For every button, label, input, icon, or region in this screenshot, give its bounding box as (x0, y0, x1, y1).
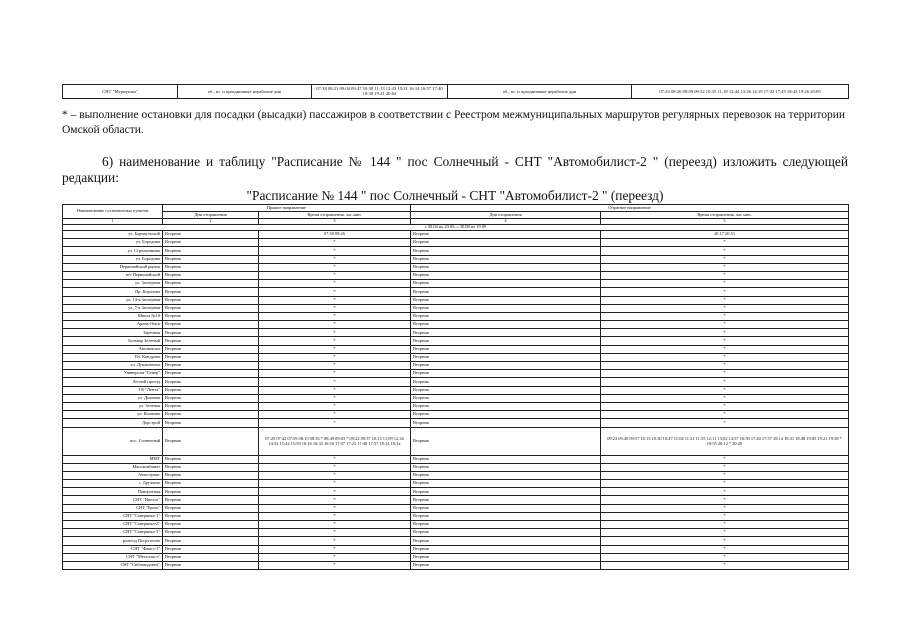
times-cell: 07:38 08:21 09:04 09:47 10:30 11:13 12:43 15:31 16:14 16:57 17:40 18:38 19:21 20:04 (312, 85, 448, 99)
backward-time-cell: * (601, 561, 849, 569)
forward-time-cell: * (259, 378, 411, 386)
stop-name-cell: СНТ "Северянка-1" (63, 512, 163, 520)
forward-time-cell: * (259, 463, 411, 471)
backward-day-cell: Вторник (411, 427, 601, 455)
forward-day-cell: Вторник (163, 553, 259, 561)
days-cell: об., вс. и праздничные нерабочие дни (448, 85, 632, 99)
backward-time-cell: 20:17 20:51 (601, 231, 849, 239)
forward-day-cell: Вторник (163, 312, 259, 320)
forward-time-cell: * (259, 239, 411, 247)
backward-time-cell: * (601, 455, 849, 463)
forward-day-cell: Вторник (163, 488, 259, 496)
backward-time-cell: * (601, 463, 849, 471)
backward-day-cell: Вторник (411, 247, 601, 255)
backward-time-cell: * (601, 512, 849, 520)
forward-time-cell: * (259, 312, 411, 320)
footnote: * – выполнение остановки для посадки (высадки) пассажиров в соответствии с Реестром межмуниципальных маршрутов регулярных перевозок на территории Омской области. (62, 109, 846, 136)
forward-day-cell: Вторник (163, 271, 259, 279)
forward-time-cell: * (259, 553, 411, 561)
table-row (63, 85, 849, 99)
forward-day-cell: Вторник (163, 239, 259, 247)
schedule-rows (63, 231, 849, 570)
forward-time-cell: * (259, 488, 411, 496)
stop-name-cell: ул. Лукашевича (63, 362, 163, 370)
backward-day-cell: Вторник (411, 512, 601, 520)
forward-day-cell: Вторник (163, 455, 259, 463)
backward-day-cell: Вторник (411, 288, 601, 296)
paragraph-text: 6) наименование и таблицу "Расписание № 144 " пос Солнечный - СНТ "Автомобилист-2 " (переезд) изложить следующей редакции: (62, 154, 848, 185)
stop-name-cell: ММТ (63, 455, 163, 463)
header-stop-name: Наименование остановочных пунктов (63, 205, 163, 219)
backward-time-cell: * (601, 312, 849, 320)
backward-day-cell: Вторник (411, 312, 601, 320)
backward-time-cell: * (601, 480, 849, 488)
backward-day-cell: Вторник (411, 411, 601, 419)
backward-time-cell: * (601, 370, 849, 378)
backward-day-cell: Вторник (411, 504, 601, 512)
forward-time-cell: * (259, 394, 411, 402)
forward-day-cell: Вторник (163, 402, 259, 410)
backward-day-cell: Вторник (411, 321, 601, 329)
forward-day-cell: Вторник (163, 378, 259, 386)
stop-name-cell: ул. Дианова (63, 394, 163, 402)
backward-day-cell: Вторник (411, 455, 601, 463)
backward-day-cell: Вторник (411, 362, 601, 370)
backward-day-cell: Вторник (411, 353, 601, 361)
table-row (63, 553, 849, 561)
backward-day-cell: Вторник (411, 529, 601, 537)
forward-time-cell: * (259, 504, 411, 512)
forward-day-cell: Вторник (163, 471, 259, 479)
backward-day-cell: Вторник (411, 553, 601, 561)
stop-name-cell: ул. 14-я Заозерная (63, 296, 163, 304)
stop-name-cell: ТК "Лента" (63, 386, 163, 394)
table-row (63, 271, 849, 279)
forward-time-cell: * (259, 419, 411, 427)
forward-day-cell: Вторник (163, 521, 259, 529)
stop-name-cell: Пр. Королева (63, 288, 163, 296)
stop-name-cell: Лесной проезд (63, 378, 163, 386)
backward-day-cell: Вторник (411, 537, 601, 545)
period-label: с 30.04 по 23.05; с 30.08 по 19.09 (63, 225, 849, 231)
forward-day-cell: Вторник (163, 480, 259, 488)
table-row (63, 529, 849, 537)
stop-name-cell: ул. Стрельникова (63, 247, 163, 255)
forward-day-cell: Вторник (163, 529, 259, 537)
backward-day-cell: Вторник (411, 386, 601, 394)
stop-name-cell: Автосервис (63, 471, 163, 479)
backward-day-cell: Вторник (411, 480, 601, 488)
schedule-title: "Расписание № 144 " пос Солнечный - СНТ "Автомобилист-2 " (переезд) (246, 188, 664, 203)
backward-time-cell: * (601, 239, 849, 247)
forward-time-cell: * (259, 561, 411, 569)
stop-name-cell: СНТ "Ерош" (63, 504, 163, 512)
forward-day-cell: Вторник (163, 394, 259, 402)
forward-day-cell: Вторник (163, 504, 259, 512)
table-row (63, 561, 849, 569)
forward-time-cell: * (259, 496, 411, 504)
forward-time-cell: * (259, 353, 411, 361)
backward-day-cell: Вторник (411, 329, 601, 337)
header-times: Время отправления, час.мин. (601, 212, 849, 219)
table-row (63, 402, 849, 410)
table-row (63, 471, 849, 479)
backward-day-cell: Вторник (411, 345, 601, 353)
table-row (63, 394, 849, 402)
backward-time-cell: * (601, 411, 849, 419)
forward-time-cell: * (259, 280, 411, 288)
stop-name-cell: Школа №18 (63, 312, 163, 320)
backward-day-cell: Вторник (411, 271, 601, 279)
backward-time-cell: * (601, 504, 849, 512)
forward-day-cell: Вторник (163, 280, 259, 288)
forward-day-cell: Вторник (163, 463, 259, 471)
table-row (63, 263, 849, 271)
stop-name-cell: Мясокомбинат (63, 463, 163, 471)
stop-name-cell: Пл. Кондрова (63, 353, 163, 361)
backward-day-cell: Вторник (411, 545, 601, 553)
forward-day-cell: Вторник (163, 512, 259, 520)
table-row (63, 512, 849, 520)
header-times: Время отправления, час.мин. (259, 212, 411, 219)
stop-name-cell: разъезд Погрузочно (63, 537, 163, 545)
stop-name-cell: с. Дружино (63, 480, 163, 488)
table-row (63, 296, 849, 304)
table-row (63, 370, 849, 378)
forward-day-cell: Вторник (163, 337, 259, 345)
stop-name-cell: Заречная (63, 329, 163, 337)
table-row (63, 496, 849, 504)
forward-day-cell: Вторник (163, 353, 259, 361)
header-days: Дни отправления (411, 212, 601, 219)
stop-name-cell: Поворотная (63, 488, 163, 496)
backward-day-cell: Вторник (411, 488, 601, 496)
backward-time-cell: * (601, 471, 849, 479)
forward-day-cell: Вторник (163, 545, 259, 553)
stop-name-cell: ул. Барнаульской (63, 231, 163, 239)
backward-time-cell: * (601, 263, 849, 271)
backward-day-cell: Вторник (411, 378, 601, 386)
stop-name-cell: пос. Солнечный (63, 427, 163, 455)
backward-time-cell: * (601, 321, 849, 329)
forward-day-cell: Вторник (163, 419, 259, 427)
forward-time-cell: * (259, 304, 411, 312)
backward-time-cell: * (601, 394, 849, 402)
backward-time-cell: * (601, 345, 849, 353)
forward-day-cell: Вторник (163, 329, 259, 337)
previous-schedule-fragment (62, 84, 849, 99)
forward-day-cell: Вторник (163, 496, 259, 504)
forward-day-cell: Вторник (163, 362, 259, 370)
stop-name-cell: ул. 7-я Заозерная (63, 304, 163, 312)
stop-name-cell: Бульвар Зеленый (63, 337, 163, 345)
forward-time-cell: * (259, 411, 411, 419)
forward-time-cell: * (259, 247, 411, 255)
table-row (63, 386, 849, 394)
table-row (63, 288, 849, 296)
backward-day-cell: Вторник (411, 296, 601, 304)
forward-day-cell: Вторник (163, 321, 259, 329)
column-number: 2 (163, 219, 259, 225)
forward-day-cell: Вторник (163, 537, 259, 545)
backward-time-cell: * (601, 488, 849, 496)
backward-time-cell: * (601, 362, 849, 370)
forward-time-cell: * (259, 521, 411, 529)
backward-time-cell: * (601, 271, 849, 279)
backward-day-cell: Вторник (411, 394, 601, 402)
stop-name-cell: СНТ "Северянка-3" (63, 529, 163, 537)
table-row (63, 378, 849, 386)
backward-day-cell: Вторник (411, 304, 601, 312)
backward-time-cell: * (601, 553, 849, 561)
stop-name-cell: СНТ "Сибзаводовец" (63, 561, 163, 569)
stop-name-cell: ул. Кошкова (63, 411, 163, 419)
backward-day-cell: Вторник (411, 239, 601, 247)
forward-time-cell: * (259, 321, 411, 329)
forward-time-cell: * (259, 362, 411, 370)
table-row (63, 521, 849, 529)
forward-day-cell: Вторник (163, 231, 259, 239)
table-row (63, 480, 849, 488)
backward-time-cell: * (601, 419, 849, 427)
backward-day-cell: Вторник (411, 231, 601, 239)
table-row (63, 247, 849, 255)
backward-time-cell: * (601, 537, 849, 545)
forward-time-cell: * (259, 537, 411, 545)
header-days: Дни отправления (163, 212, 259, 219)
stop-name-cell: ул. Зеленая (63, 402, 163, 410)
forward-day-cell: Вторник (163, 304, 259, 312)
header-backward: Обратное направление (411, 205, 849, 212)
stop-name-cell: Универсам "Север" (63, 370, 163, 378)
backward-day-cell: Вторник (411, 337, 601, 345)
stop-cell: СНТ "Мурмушка" (63, 85, 178, 99)
table-row (63, 231, 849, 239)
backward-time-cell: * (601, 521, 849, 529)
backward-day-cell: Вторник (411, 263, 601, 271)
table-row (63, 419, 849, 427)
forward-time-cell: * (259, 370, 411, 378)
stop-name-cell: м/т Первомайский (63, 271, 163, 279)
backward-time-cell: * (601, 288, 849, 296)
forward-time-cell: * (259, 329, 411, 337)
forward-time-cell: * (259, 512, 411, 520)
stop-name-cell: СНТ "Факел-1" (63, 545, 163, 553)
backward-time-cell: * (601, 529, 849, 537)
column-number: 3 (259, 219, 411, 225)
forward-time-cell: * (259, 288, 411, 296)
backward-time-cell: * (601, 247, 849, 255)
backward-time-cell: * (601, 545, 849, 553)
forward-time-cell: * (259, 480, 411, 488)
forward-time-cell: * (259, 345, 411, 353)
forward-time-cell: 07:25 07:42 07:59 08:15 08:33 * 08:49 09:03 * 09:22 09:57 10:13 11:09 12:34 14:52 15:42 15:59 16:16 16:33 16:50 17:07 17:23 17:40 17:57 18:14 18:3х (259, 427, 411, 455)
backward-day-cell: Вторник (411, 463, 601, 471)
forward-day-cell: Вторник (163, 288, 259, 296)
backward-time-cell: * (601, 337, 849, 345)
forward-day-cell: Вторник (163, 427, 259, 455)
forward-time-cell: * (259, 402, 411, 410)
backward-day-cell: Вторник (411, 402, 601, 410)
column-number: 5 (601, 219, 849, 225)
forward-time-cell: * (259, 271, 411, 279)
forward-time-cell: * (259, 296, 411, 304)
backward-time-cell: * (601, 378, 849, 386)
table-row (63, 353, 849, 361)
stop-name-cell: СНТ "Иволга" (63, 496, 163, 504)
table-row (63, 362, 849, 370)
backward-time-cell: * (601, 353, 849, 361)
table-row (63, 312, 849, 320)
forward-time-cell: * (259, 529, 411, 537)
backward-day-cell: Вторник (411, 471, 601, 479)
table-row (63, 504, 849, 512)
table-row (63, 255, 849, 263)
backward-time-cell: * (601, 386, 849, 394)
times-cell: 07:43 08:26 09:09 09:52 10:35 11:18 12:44 13:26 14:19 17:02 17:45 18:43 19:26 20:09 (632, 85, 849, 99)
table-row (63, 304, 849, 312)
forward-time-cell: * (259, 263, 411, 271)
table-row (63, 545, 849, 553)
backward-time-cell: 09:23 09:40 09:57 10:13 10:30 10:47 11:04 11:21 11:55 12:11 13:02 14:57 16:50 17:40 17:57 18:14 18:31 18:48 19:05 19:21 19:38 * 19:55 20:12 * 20:29 (601, 427, 849, 455)
table-row (63, 280, 849, 288)
column-number: 1 (63, 219, 163, 225)
forward-time-cell: * (259, 255, 411, 263)
backward-time-cell: * (601, 296, 849, 304)
schedule-table (62, 204, 849, 570)
stop-name-cell: Автовокзал (63, 345, 163, 353)
forward-time-cell: 07:50 08:26 (259, 231, 411, 239)
backward-time-cell: * (601, 280, 849, 288)
header-forward: Прямое направление (163, 205, 411, 212)
table-row (63, 537, 849, 545)
table-row (63, 411, 849, 419)
forward-time-cell: * (259, 471, 411, 479)
backward-day-cell: Вторник (411, 370, 601, 378)
forward-time-cell: * (259, 455, 411, 463)
stop-name-cell: Первомайский рынок (63, 263, 163, 271)
backward-time-cell: * (601, 329, 849, 337)
days-cell: об., вс. и праздничные нерабочие дни (178, 85, 312, 99)
table-row (63, 239, 849, 247)
forward-day-cell: Вторник (163, 370, 259, 378)
header-row (63, 205, 849, 212)
backward-day-cell: Вторник (411, 255, 601, 263)
forward-day-cell: Вторник (163, 255, 259, 263)
amendment-paragraph (62, 154, 848, 186)
table-row (63, 463, 849, 471)
forward-day-cell: Вторник (163, 345, 259, 353)
table-row (63, 337, 849, 345)
table-row (63, 427, 849, 455)
backward-day-cell: Вторник (411, 419, 601, 427)
backward-day-cell: Вторник (411, 521, 601, 529)
stop-name-cell: Дорстрой (63, 419, 163, 427)
table-row (63, 321, 849, 329)
forward-day-cell: Вторник (163, 247, 259, 255)
backward-day-cell: Вторник (411, 280, 601, 288)
stop-name-cell: ул. Заозерная (63, 280, 163, 288)
table-row (63, 345, 849, 353)
backward-time-cell: * (601, 496, 849, 504)
forward-day-cell: Вторник (163, 263, 259, 271)
forward-day-cell: Вторник (163, 411, 259, 419)
forward-time-cell: * (259, 545, 411, 553)
stop-name-cell: СНТ "Северянка-2" (63, 521, 163, 529)
stop-name-cell: Арена-Омск (63, 321, 163, 329)
table-row (63, 488, 849, 496)
backward-time-cell: * (601, 304, 849, 312)
forward-time-cell: * (259, 337, 411, 345)
stop-name-cell: ул. Бородина (63, 239, 163, 247)
column-number: 4 (411, 219, 601, 225)
stop-name-cell: СНТ "Металлист" (63, 553, 163, 561)
forward-day-cell: Вторник (163, 386, 259, 394)
backward-day-cell: Вторник (411, 561, 601, 569)
stop-name-cell: ул. Бородина (63, 255, 163, 263)
backward-time-cell: * (601, 255, 849, 263)
table-row (63, 329, 849, 337)
forward-time-cell: * (259, 386, 411, 394)
forward-day-cell: Вторник (163, 296, 259, 304)
table-row (63, 455, 849, 463)
backward-day-cell: Вторник (411, 496, 601, 504)
forward-day-cell: Вторник (163, 561, 259, 569)
subheader-row (63, 212, 849, 219)
backward-time-cell: * (601, 402, 849, 410)
